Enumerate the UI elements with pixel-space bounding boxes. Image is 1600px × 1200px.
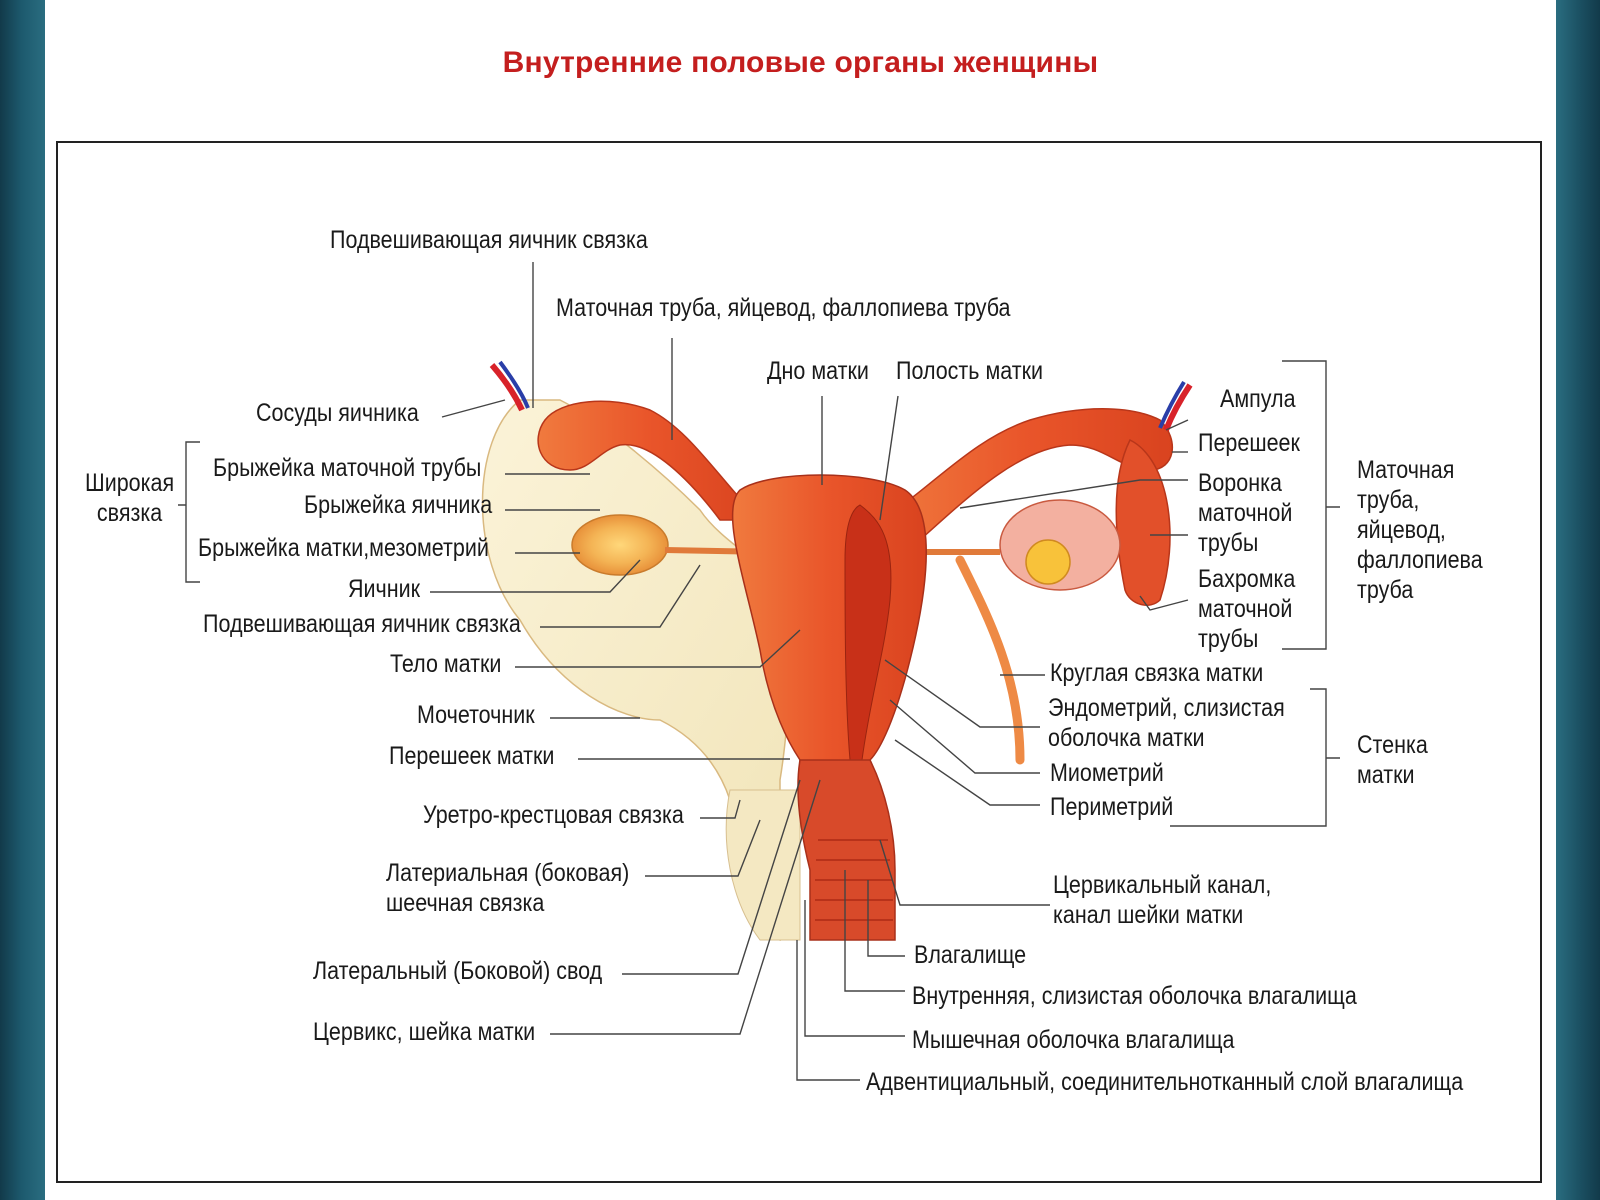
label-fimbriae: Бахромка маточной трубы [1198,565,1296,653]
label-mesometrium: Брыжейка матки,мезометрий [198,534,489,562]
right-ovary-follicle [1026,540,1070,584]
left-ovary [572,515,668,575]
label-lateral-cervical: Латериальная (боковая) шеечная связка [386,859,630,917]
label-ureter: Мочеточник [417,701,535,729]
label-round-ligament: Круглая связка матки [1050,659,1264,687]
label-perimetrium: Периметрий [1050,793,1174,821]
label-tube-main: Маточная труба, яйцевод, фаллопиева труба [556,294,1011,322]
label-isthmus-tube: Перешеек [1198,429,1300,457]
label-isthmus-uteri: Перешеек матки [389,742,555,770]
label-infundibulum: Воронка маточной трубы [1198,469,1293,557]
label-suspensory-mid: Подвешивающая яичник связка [203,610,521,638]
label-endometrium: Эндометрий, слизистая оболочка матки [1048,694,1285,752]
label-wall-group: Стенка матки [1357,731,1428,789]
round-ligament-shape [960,560,1020,760]
label-vagina-mucosa: Внутренняя, слизистая оболочка влагалища [912,982,1357,1010]
label-tube-group: Маточная труба, яйцевод, фаллопиева труба [1357,456,1483,604]
label-uterosacral: Уретро-крестцовая связка [423,801,684,829]
label-mesosalpinx: Брыжейка маточной трубы [213,454,482,482]
cervix-vagina [798,760,895,940]
slide-title: Внутренние половые органы женщины [502,46,1099,79]
label-broad-ligament: Широкая связка [85,469,175,527]
label-vagina-adventitia: Адвентициальный, соединительнотканный слой влагалища [866,1068,1464,1096]
label-vagina: Влагалище [914,941,1027,969]
label-suspensory-top: Подвешивающая яичник связка [330,226,648,254]
label-ovary: Яичник [348,575,421,603]
label-cervical-canal: Цервикальный канал, канал шейки матки [1053,871,1272,929]
label-mesovarium: Брыжейка яичника [304,491,493,519]
label-fundus: Дно матки [767,357,869,385]
label-ampulla: Ампула [1220,385,1296,413]
label-ovary-vessels: Сосуды яичника [256,399,419,427]
label-uterus-body: Тело матки [390,650,502,678]
label-vagina-muscle: Мышечная оболочка влагалища [912,1026,1235,1054]
label-myometrium: Миометрий [1050,759,1164,787]
label-cavity: Полость матки [896,357,1043,385]
label-lateral-fornix: Латеральный (Боковой) свод [313,957,603,985]
label-cervix: Цервикс, шейка матки [313,1018,536,1046]
